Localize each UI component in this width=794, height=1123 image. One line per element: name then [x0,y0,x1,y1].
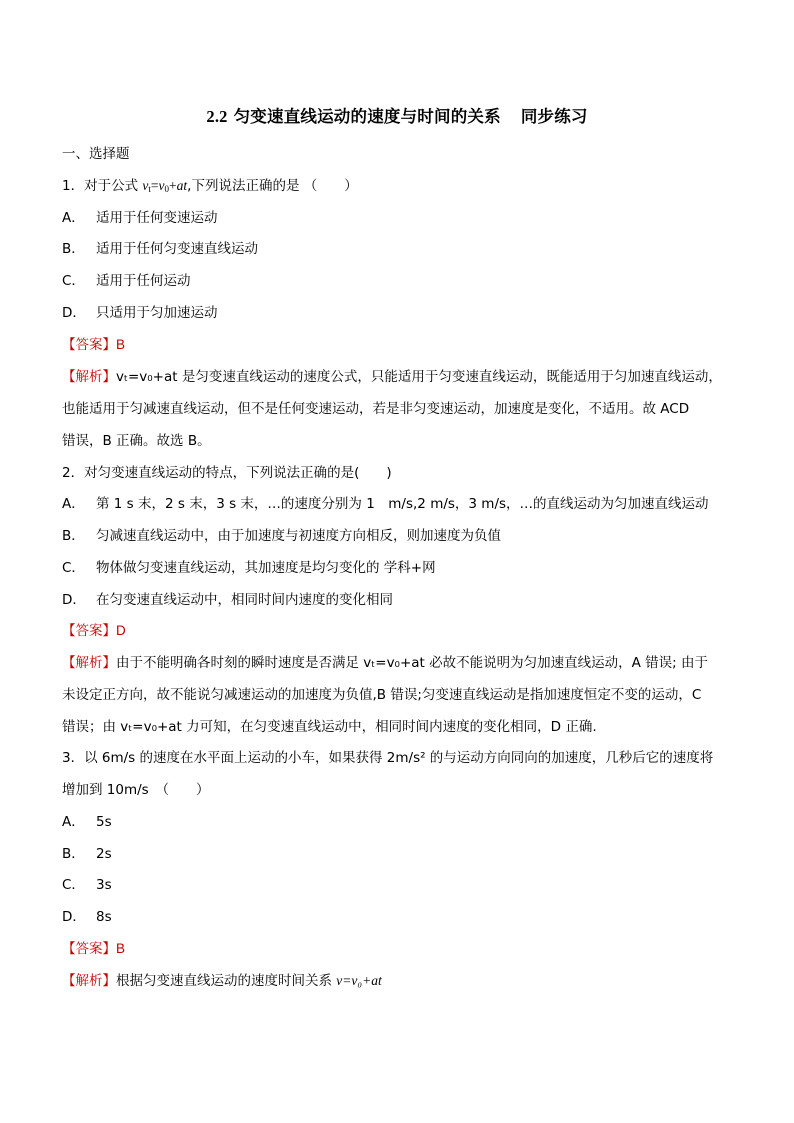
q1-option-b: B． 适用于任何匀变速直线运动 [62,241,258,257]
q2-option-c: C． 物体做匀变速直线运动，其加速度是均匀变化的 学科+网 [62,560,436,576]
q1-analysis-line-1: 【解析】vₜ=v₀+at 是匀变速直线运动的速度公式，只能适用于匀变速直线运动，既能适用于匀加速直线运动， [62,369,722,385]
q2-stem: 2．对匀变速直线运动的特点，下列说法正确的是( ) [62,465,392,481]
q2-option-d: D． 在匀变速直线运动中，相同时间内速度的变化相同 [62,592,393,608]
q3-option-b: B． 2s [62,846,112,862]
q3-analysis: 【解析】根据匀变速直线运动的速度时间关系 v=v₀+at [62,973,382,989]
title-suffix: 同步练习 [520,107,588,126]
q1-answer: 【答案】B [62,337,126,353]
q1-analysis-line-3: 错误，B 正确。故选 B。 [62,433,211,449]
q1-option-c: C． 适用于任何运动 [62,273,191,289]
q3-stem-line-1: 3．以 6m/s 的速度在水平面上运动的小车，如果获得 2m/s² 的与运动方向同向的加速度，几秒后它的速度将 [62,750,714,766]
q3-option-c: C． 3s [62,877,112,893]
q1-stem: 1．对于公式 $v_t=v_0+at$,下列说法正确的是 （ ） [62,178,358,194]
q1-option-a: A． 适用于任何变速运动 [62,210,218,226]
q3-answer: 【答案】B [62,941,126,957]
q3-option-a: A． 5s [62,814,112,830]
q3-option-d: D． 8s [62,909,112,925]
q3-stem-line-2: 增加到 10m/s （ ） [62,782,210,798]
title-main: 匀变速直线运动的速度与时间的关系 [233,107,501,126]
q2-analysis-line-2: 未设定正方向，故不能说匀减速运动的加速度为负值,B 错误;匀变速直线运动是指加速度恒定不变的运动，C [62,687,702,703]
page-title [0,103,794,127]
q2-option-b: B． 匀减速直线运动中，由于加速度与初速度方向相反，则加速度为负值 [62,528,501,544]
q1-option-d: D． 只适用于匀加速运动 [62,305,218,321]
q2-answer: 【答案】D [62,623,126,639]
q1-analysis-line-2: 也能适用于匀减速直线运动，但不是任何变速运动，若是非匀变速运动，加速度是变化，不适用。故 ACD [62,401,690,417]
q2-analysis-line-1: 【解析】由于不能明确各时刻的瞬时速度是否满足 vₜ=v₀+at 必故不能说明为匀加速直线运动，A 错误; 由于 [62,655,709,671]
q2-option-a: A． 第 1 s 末，2 s 末，3 s 末，…的速度分别为 1 m/s,2 m/s，3 m/s，…的直线运动为匀加速直线运动 [62,496,709,512]
section-heading: 一、选择题 [62,146,130,162]
title-number: 2.2 [206,107,228,126]
q2-analysis-line-3: 错误；由 vₜ=v₀+at 力可知，在匀变速直线运动中，相同时间内速度的变化相同，D 正确. [62,719,597,735]
